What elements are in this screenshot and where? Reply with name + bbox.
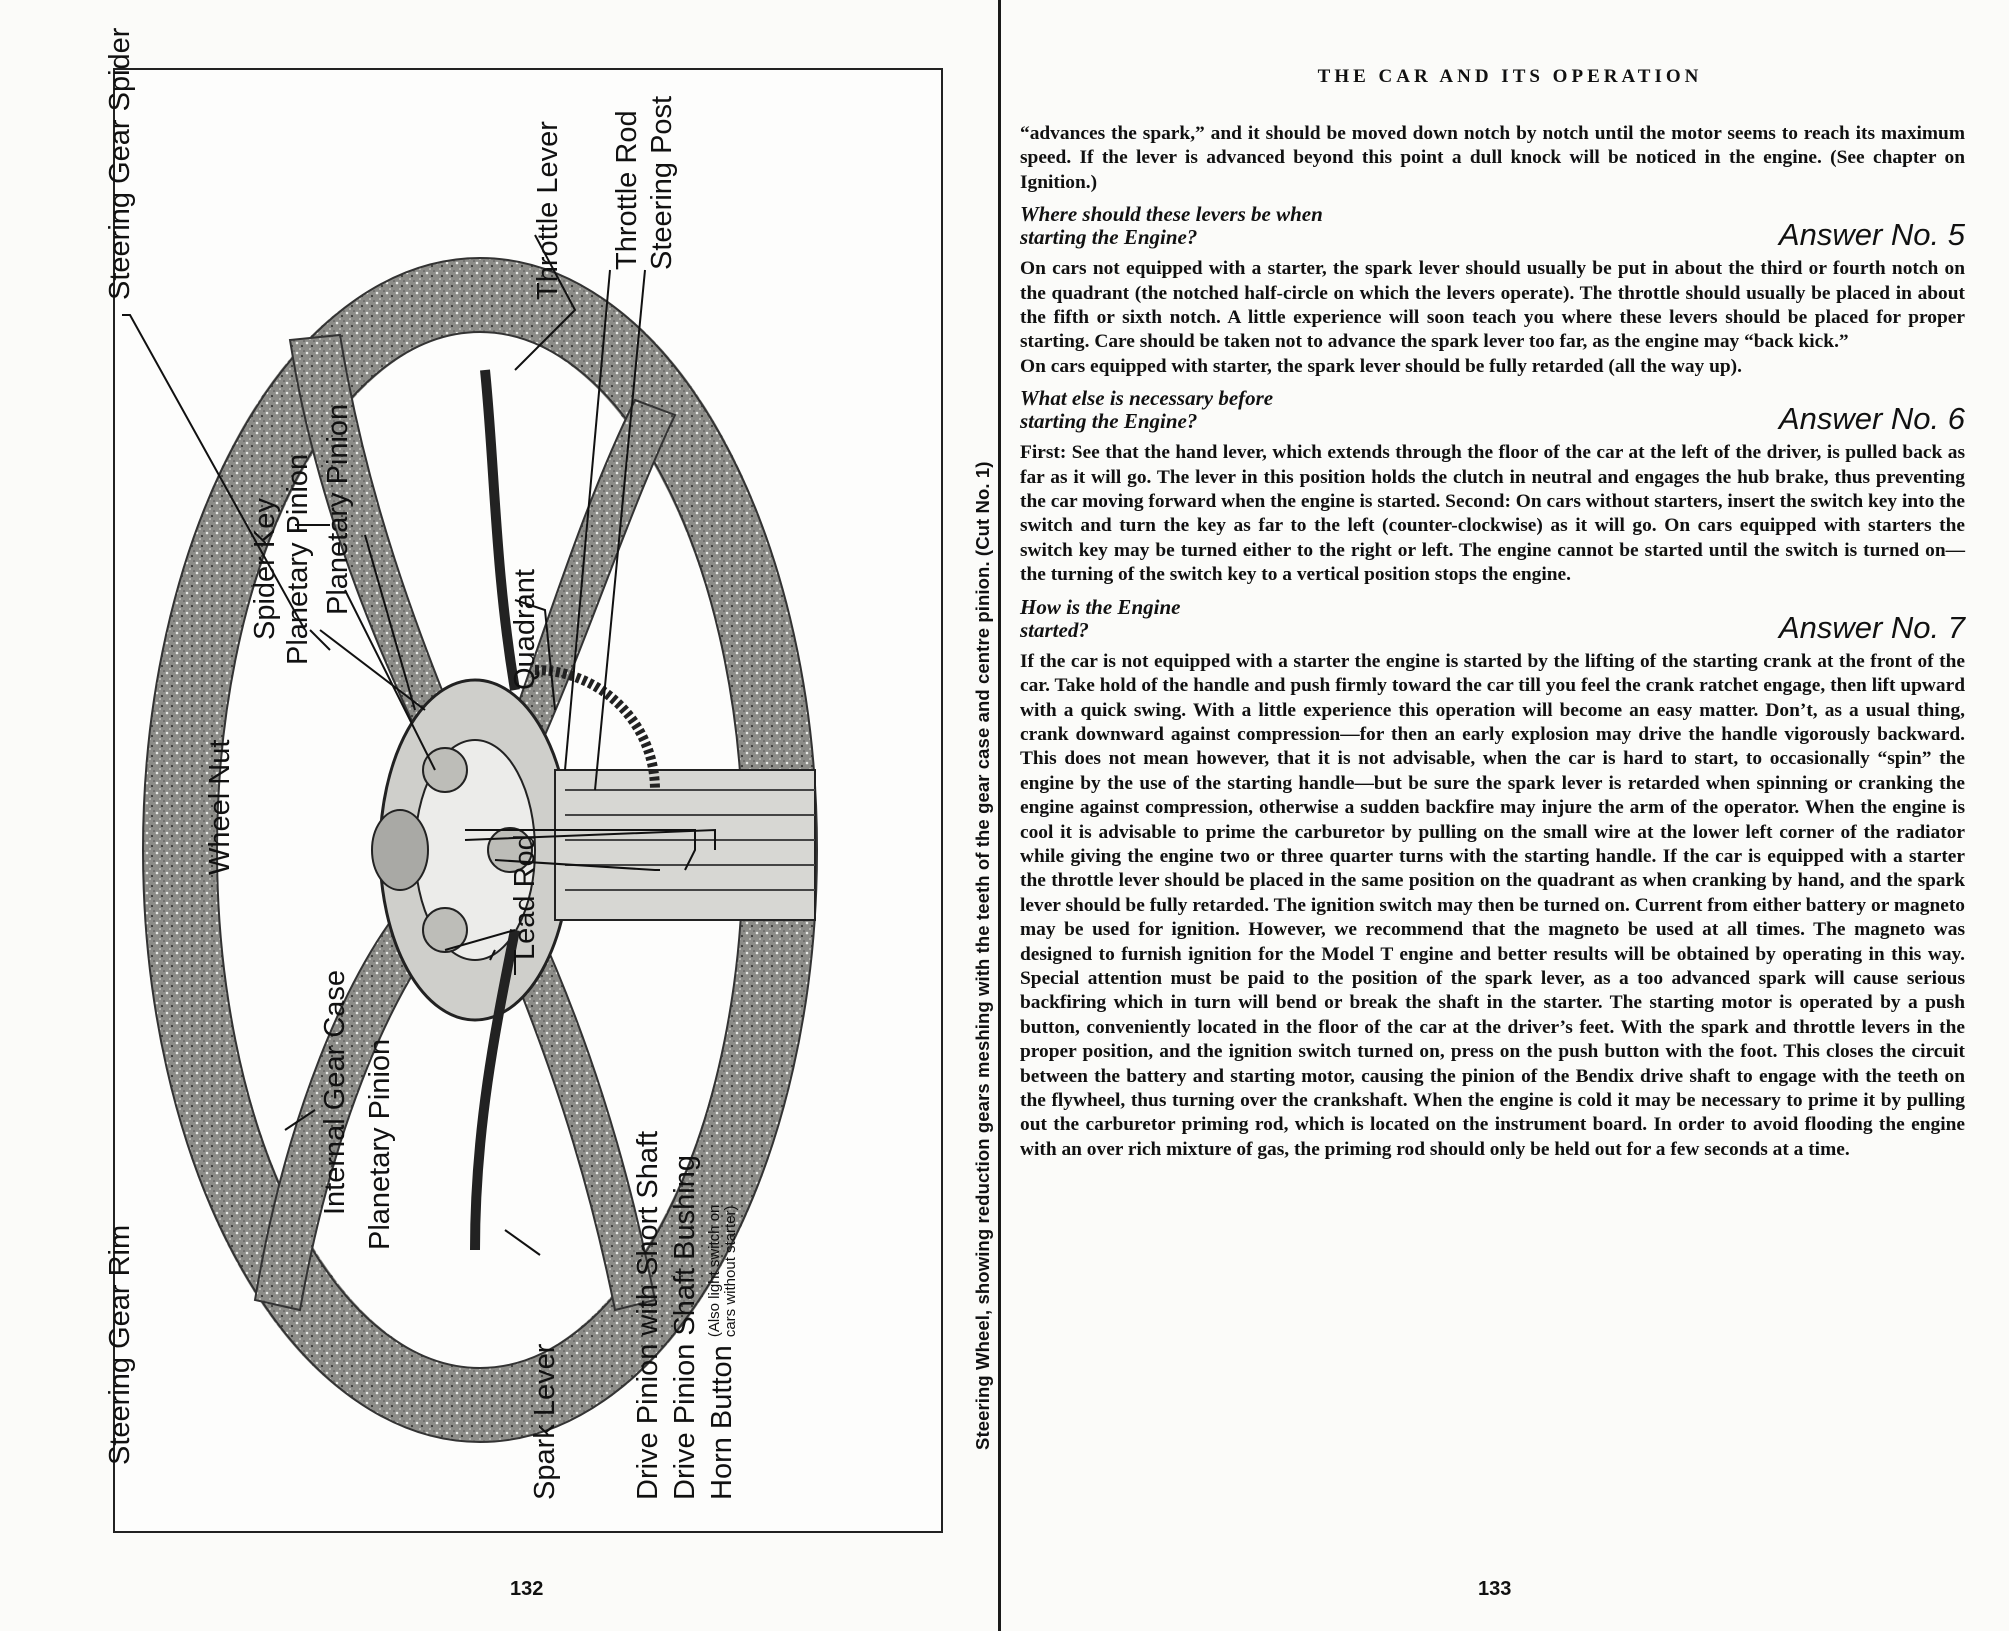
label-steering-gear-spider: Steering Gear Spider — [104, 27, 136, 300]
answer-5-paragraph-2: On cars equipped with starter, the spark lever should be fully retarded (all the way up). — [1020, 355, 1742, 377]
steering-wheel-illustration — [115, 70, 945, 1535]
answer-5-label: Answer No. 5 — [1778, 217, 1965, 253]
steering-wheel-figure — [104, 27, 943, 1533]
figure-caption: Steering Wheel, showing reduction gears meshing with the teeth of the gear case and centre pinion. (Cut No. 1) — [972, 461, 993, 1450]
answer-7-label: Answer No. 7 — [1778, 609, 1965, 645]
label-throttle-rod: Throttle Rod — [611, 110, 643, 270]
label-planetary-pinion-3: Planetary Pinion — [364, 1038, 396, 1250]
label-drive-pinion-short-shaft: Drive Pinion with Short Shaft — [632, 1130, 664, 1500]
horn-button-note: (Also light switch on cars without starter) — [706, 1204, 740, 1338]
question-7 — [1020, 594, 1965, 645]
question-5 — [1020, 202, 1965, 253]
label-drive-pinion-shaft-bushing: Drive Pinion Shaft Bushing — [669, 1155, 701, 1500]
page-number-right: 133 — [1478, 1578, 1512, 1600]
body-text — [1020, 122, 1965, 1162]
answer-7-paragraph-1: If the car is not equipped with a starter the engine is started by the lifting of the starting crank at the front of the car. Take hold of the handle and push firmly toward the car till you feel the crank ratchet engage, then lift upward with a quick swing. With a little experience this operation will become an easy matter. Don’t, as a usual thing, crank downward against compression—for then an early explosion may drive the handle vigorously backward. This does not mean however, that it is not advisable, when the car is hard to start, to occasionally “spin” the engine by the use of the starting handle—but be sure the spark lever is retarded when spinning or cranking the engine against compression, otherwise a sudden backfire may injure the arm of the operator. When the engine is cool it is advisable to prime the carburetor by pulling on the small wire at the lower left corner of the radiator while giving the engine two or three quarter turns with the starting handle. If the car is equipped with a starter the throttle lever should be placed in the same position on the quadrant as when cranking by hand, and the spark lever should be fully retarded. The ignition switch may then be turned on. Current from either battery or magneto may be used for ignition. However, we recommend that the magneto be used at all times. The magneto was designed to furnish ignition for the Model T engine and better results will be obtained by operating in this way. Special attention must be paid to the position of the spark lever, as a too advanced spark will cause serious backfiring which in turn will bend or break the shaft in the starter. The starting motor is operated by a push button, conveniently located in the floor of the car at the driver’s feet. With the spark and throttle levers in the proper position, and the ignition switch turned on, press on the push button with the foot. This closes the circuit between the battery and starting motor, causing the pinion of the Bendix drive shaft to engage with the teeth on the flywheel, thus turning over the crankshaft. When the engine is cold it may be necessary to prime it by pulling out the carburetor priming rod, which is located on the instrument board. In order to avoid flooding the engine with an over rich mixture of gas, the priming rod should only be held out for a few seconds at a time. — [1020, 650, 1965, 1160]
question-6-text: What else is necessary before starting the Engine? — [1020, 386, 1274, 434]
label-horn-button — [707, 1205, 739, 1500]
label-spider-key: Spider Key — [249, 498, 281, 640]
running-head: THE CAR AND ITS OPERATION — [1317, 66, 1703, 87]
label-spark-lever: Spark Lever — [529, 1343, 561, 1500]
horn-button-text: Horn Button — [706, 1345, 738, 1500]
label-throttle-lever: Throttle Lever — [532, 121, 564, 300]
label-steering-post: Steering Post — [646, 95, 678, 270]
answer-6-paragraph-1: First: See that the hand lever, which extends through the floor of the car at the left of the driver, is pulled back as far as it will go. The lever in this position holds the clutch in neutral and engages the hub brake, thus preventing the car moving forward when the engine is started. Second: On cars without starters, insert the switch key into the switch and turn the key as far to the left (counter-clockwise) as it will go. On cars equipped with starters the switch key may be turned either to the right or left. The engine cannot be started until the switch is turned on—the turning of the switch key to a vertical position stops the engine. — [1020, 442, 1965, 586]
label-quadrant: Quadrant — [509, 569, 541, 690]
label-steering-gear-rim: Steering Gear Rim — [104, 1224, 136, 1465]
label-planetary-pinion-2: Planetary Pinion — [322, 403, 354, 615]
answer-6-label: Answer No. 6 — [1778, 401, 1965, 437]
question-5-text: Where should these levers be when starting the Engine? — [1020, 202, 1323, 250]
label-wheel-nut: Wheel Nut — [204, 739, 236, 875]
question-7-text: How is the Engine started? — [1020, 594, 1181, 642]
label-planetary-pinion-1: Planetary Pinion — [282, 453, 314, 665]
answer-5-paragraph-1: On cars not equipped with a starter, the spark lever should usually be put in about the third or fourth notch on the quadrant (the notched half-circle on which the levers operate). The throttle should usually be placed in about the fifth or sixth notch. A little experience will soon teach you where these levers should be placed for proper starting. Care should be taken not to advance the spark lever too far, as the engine may “back kick.” — [1020, 258, 1965, 353]
intro-paragraph: “advances the spark,” and it should be moved down notch by notch until the motor seems to reach its maximum speed. If the lever is advanced beyond this point a dull knock will be noticed in the engine. (See chapter on Ignition.) — [1020, 123, 1965, 193]
question-6 — [1020, 386, 1965, 437]
label-internal-gear-case: Internal Gear Case — [319, 969, 351, 1215]
page-number-left: 132 — [510, 1578, 544, 1600]
label-lead-rod: Lead Rod — [509, 834, 541, 960]
page-gutter — [998, 0, 1001, 1631]
